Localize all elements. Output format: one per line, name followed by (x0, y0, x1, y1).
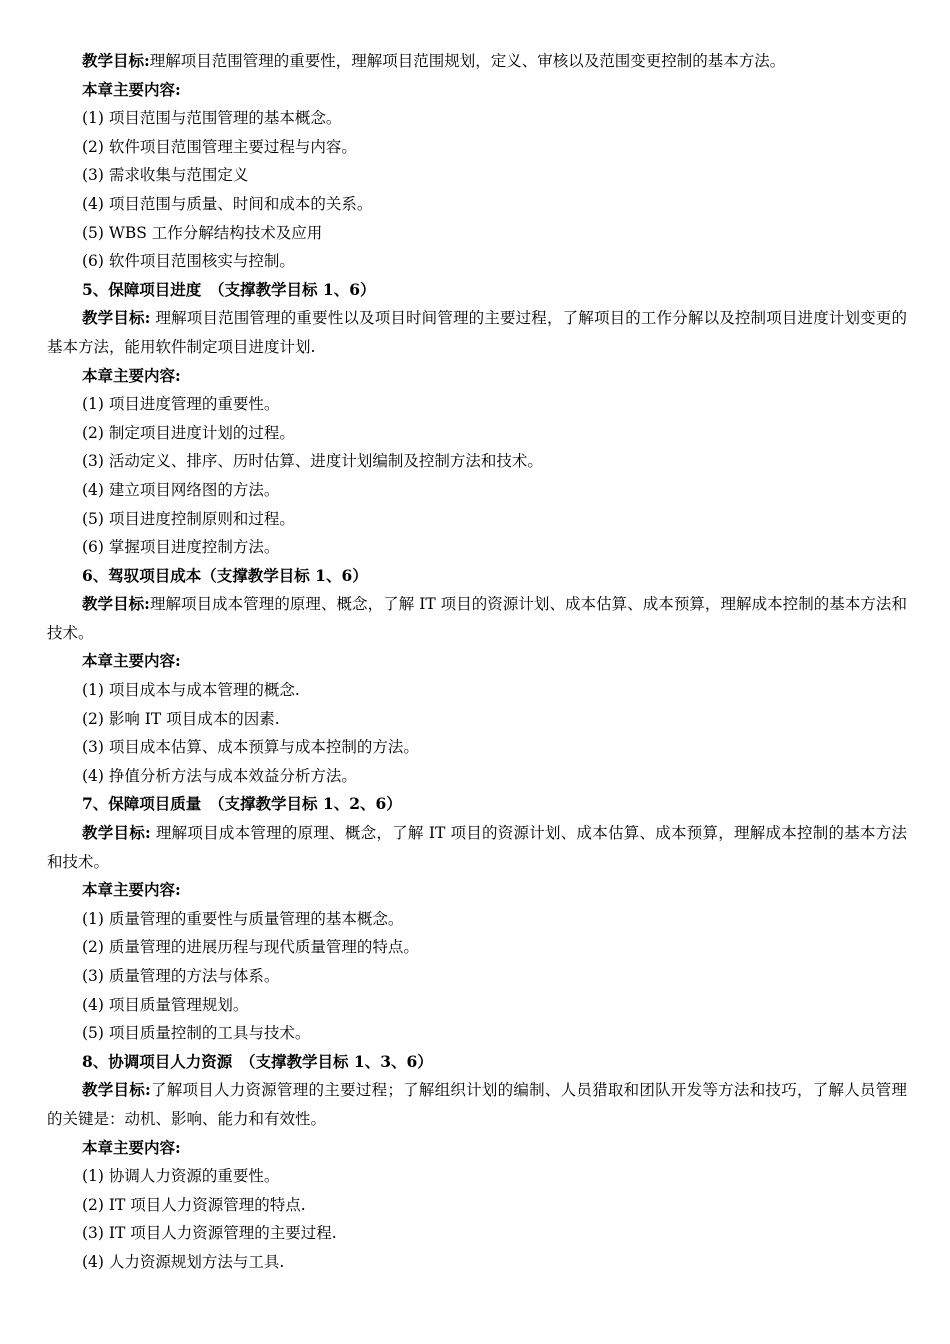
list-item: (1) 项目成本与成本管理的概念. (82, 681, 300, 700)
goal-label: 教学目标: (82, 594, 150, 614)
list-item: (3) 质量管理的方法与体系。 (82, 967, 280, 985)
list-item: (1) 质量管理的重要性与质量管理的基本概念。 (82, 909, 404, 928)
goal-text: 了解项目人力资源管理的主要过程；了解组织计划的编制、人员猎取和团队开发等方法和技巧，了解人员管理的关键是：动机、影响、能力和有效性。 (47, 1081, 907, 1128)
content-label: 本章主要内容: (82, 880, 181, 900)
content-label: 本章主要内容: (82, 1137, 181, 1157)
section-heading: 8、协调项目人力资源 （支撑教学目标 1、3、6） (82, 1051, 433, 1071)
list-item: (4) 项目范围与质量、时间和成本的关系。 (82, 194, 373, 213)
list-item: (3) 需求收集与范围定义 (82, 166, 249, 185)
section-heading: 7、保障项目质量 （支撑教学目标 1、2、6） (82, 794, 402, 814)
list-item: (4) 项目质量管理规划。 (82, 995, 249, 1014)
section-heading: 6、驾驭项目成本（支撑教学目标 1、6） (82, 565, 368, 585)
list-item: (1) 项目范围与范围管理的基本概念。 (82, 109, 342, 128)
list-item: (4) 建立项目网络图的方法。 (82, 480, 280, 499)
list-item: (3) 项目成本估算、成本预算与成本控制的方法。 (82, 738, 419, 757)
section7-goal (47, 819, 907, 876)
list-item: (2) 影响 IT 项目成本的因素. (82, 709, 280, 728)
list-item: (2) 软件项目范围管理主要过程与内容。 (82, 137, 357, 156)
goal-label: 教学目标: (82, 1080, 151, 1100)
goal-text: 理解项目成本管理的原理、概念，了解 IT 项目的资源计划、成本估算、成本预算，理解成本控制的基本方法和技术。 (47, 595, 907, 642)
goal-label: 教学目标: (82, 823, 151, 843)
section-heading: 5、保障项目进度 （支撑教学目标 1、6） (82, 279, 376, 299)
list-item: (2) IT 项目人力资源管理的特点. (82, 1195, 306, 1214)
list-item: (6) 掌握项目进度控制方法。 (82, 538, 280, 557)
list-item: (5) WBS 工作分解结构技术及应用 (82, 223, 323, 242)
list-item: (6) 软件项目范围核实与控制。 (82, 252, 295, 271)
content-label: 本章主要内容: (82, 79, 181, 99)
list-item: (1) 协调人力资源的重要性。 (82, 1167, 280, 1186)
goal-text: 理解项目成本管理的原理、概念，了解 IT 项目的资源计划、成本估算、成本预算，理解成本控制的基本方法和技术。 (47, 824, 907, 871)
goal-text: 理解项目范围管理的重要性以及项目时间管理的主要过程，了解项目的工作分解以及控制项目进度计划变更的基本方法，能用软件制定项目进度计划. (47, 309, 907, 356)
list-item: (2) 制定项目进度计划的过程。 (82, 423, 295, 442)
content-label: 本章主要内容: (82, 365, 181, 385)
section5-goal (47, 304, 907, 361)
goal-label: 教学目标: (82, 51, 150, 70)
document-page (47, 47, 907, 1277)
goal-text: 理解项目范围管理的重要性，理解项目范围规划，定义、审核以及范围变更控制的基本方法。 (149, 52, 786, 70)
goal-label: 教学目标: (82, 308, 151, 328)
list-item: (3) IT 项目人力资源管理的主要过程. (82, 1224, 337, 1243)
list-item: (5) 项目进度控制原则和过程。 (82, 509, 295, 528)
content-label: 本章主要内容: (82, 651, 181, 671)
list-item: (3) 活动定义、排序、历时估算、进度计划编制及控制方法和技术。 (82, 452, 543, 471)
section6-goal (47, 590, 907, 647)
list-item: (5) 项目质量控制的工具与技术。 (82, 1024, 311, 1043)
section8-goal (47, 1076, 907, 1133)
list-item: (1) 项目进度管理的重要性。 (82, 395, 280, 414)
list-item: (4) 人力资源规划方法与工具. (82, 1252, 285, 1271)
section4-goal (47, 47, 907, 76)
list-item: (4) 挣值分析方法与成本效益分析方法。 (82, 766, 357, 785)
list-item: (2) 质量管理的进展历程与现代质量管理的特点。 (82, 938, 419, 957)
